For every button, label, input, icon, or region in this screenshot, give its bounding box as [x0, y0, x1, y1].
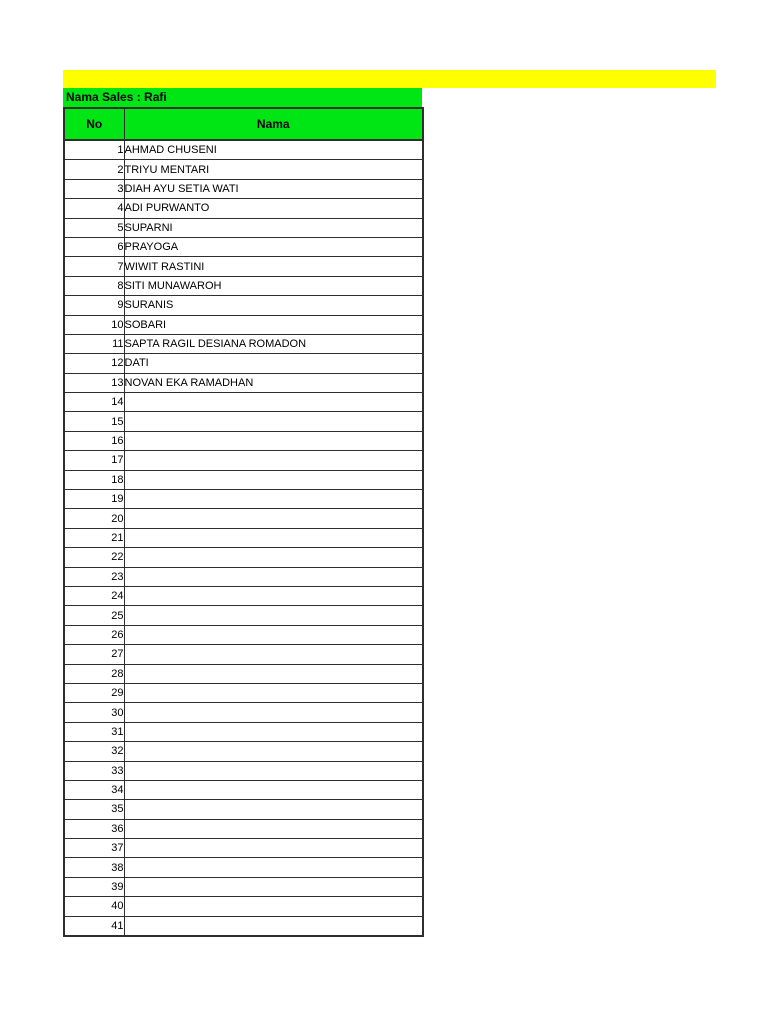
row-name-cell	[124, 683, 423, 702]
row-number-cell: 1	[64, 140, 124, 160]
row-number-cell: 24	[64, 586, 124, 605]
table-row	[64, 373, 423, 392]
table-row	[64, 645, 423, 664]
table-row	[64, 586, 423, 605]
row-name-cell: DIAH AYU SETIA WATI	[124, 179, 423, 198]
table-row	[64, 548, 423, 567]
row-number-cell: 29	[64, 683, 124, 702]
row-name-cell: TRIYU MENTARI	[124, 160, 423, 179]
row-number-cell: 4	[64, 199, 124, 218]
row-name-cell	[124, 490, 423, 509]
row-name-cell	[124, 412, 423, 431]
row-name-cell: PRAYOGA	[124, 237, 423, 256]
row-name-cell	[124, 548, 423, 567]
row-number-cell: 7	[64, 257, 124, 276]
row-number-cell: 13	[64, 373, 124, 392]
table-row	[64, 703, 423, 722]
row-name-cell: SURANIS	[124, 296, 423, 315]
table-row	[64, 761, 423, 780]
row-name-cell	[124, 393, 423, 412]
row-name-cell	[124, 470, 423, 489]
row-number-cell: 3	[64, 179, 124, 198]
table-row	[64, 819, 423, 838]
row-number-cell: 26	[64, 625, 124, 644]
row-name-cell: ADI PURWANTO	[124, 199, 423, 218]
row-name-cell: SUPARNI	[124, 218, 423, 237]
row-number-cell: 36	[64, 819, 124, 838]
table-row	[64, 160, 423, 179]
table-row	[64, 490, 423, 509]
row-number-cell: 10	[64, 315, 124, 334]
row-number-cell: 32	[64, 742, 124, 761]
table-row	[64, 528, 423, 547]
row-number-cell: 27	[64, 645, 124, 664]
row-number-cell: 6	[64, 237, 124, 256]
row-number-cell: 16	[64, 431, 124, 450]
table-row	[64, 877, 423, 896]
row-name-cell: SOBARI	[124, 315, 423, 334]
row-number-cell: 8	[64, 276, 124, 295]
row-number-cell: 17	[64, 451, 124, 470]
table-row	[64, 606, 423, 625]
row-number-cell: 19	[64, 490, 124, 509]
row-number-cell: 34	[64, 780, 124, 799]
table-row	[64, 296, 423, 315]
table-row	[64, 354, 423, 373]
row-name-cell	[124, 645, 423, 664]
row-name-cell	[124, 858, 423, 877]
table-row	[64, 625, 423, 644]
row-name-cell: AHMAD CHUSENI	[124, 140, 423, 160]
row-number-cell: 15	[64, 412, 124, 431]
table-row	[64, 897, 423, 916]
row-name-cell	[124, 528, 423, 547]
row-number-cell: 21	[64, 528, 124, 547]
row-name-cell	[124, 606, 423, 625]
row-number-cell: 23	[64, 567, 124, 586]
table-row	[64, 334, 423, 353]
column-header-nama: Nama	[124, 108, 423, 140]
table-row	[64, 431, 423, 450]
row-number-cell: 38	[64, 858, 124, 877]
row-number-cell: 40	[64, 897, 124, 916]
row-name-cell	[124, 451, 423, 470]
column-header-no: No	[64, 108, 124, 140]
table-row	[64, 199, 423, 218]
row-name-cell	[124, 819, 423, 838]
row-name-cell: SITI MUNAWAROH	[124, 276, 423, 295]
row-number-cell: 31	[64, 722, 124, 741]
yellow-highlight-bar	[63, 70, 716, 88]
row-name-cell	[124, 431, 423, 450]
table-row	[64, 742, 423, 761]
table-row	[64, 858, 423, 877]
table-row	[64, 315, 423, 334]
row-number-cell: 35	[64, 800, 124, 819]
row-number-cell: 41	[64, 916, 124, 936]
table-row	[64, 780, 423, 799]
row-number-cell: 22	[64, 548, 124, 567]
row-name-cell: NOVAN EKA RAMADHAN	[124, 373, 423, 392]
table-row	[64, 509, 423, 528]
row-name-cell	[124, 722, 423, 741]
table-row	[64, 722, 423, 741]
table-row	[64, 470, 423, 489]
table-row	[64, 683, 423, 702]
names-table	[63, 107, 424, 937]
row-number-cell: 28	[64, 664, 124, 683]
row-number-cell: 37	[64, 839, 124, 858]
row-name-cell	[124, 839, 423, 858]
table-row	[64, 257, 423, 276]
row-number-cell: 14	[64, 393, 124, 412]
row-number-cell: 5	[64, 218, 124, 237]
row-number-cell: 25	[64, 606, 124, 625]
row-name-cell	[124, 761, 423, 780]
row-number-cell: 12	[64, 354, 124, 373]
table-row	[64, 140, 423, 160]
row-name-cell	[124, 586, 423, 605]
row-name-cell	[124, 509, 423, 528]
table-row	[64, 218, 423, 237]
row-number-cell: 33	[64, 761, 124, 780]
table-row	[64, 237, 423, 256]
row-number-cell: 18	[64, 470, 124, 489]
row-name-cell	[124, 664, 423, 683]
sales-name-label: Nama Sales : Rafi	[63, 88, 422, 107]
row-name-cell	[124, 800, 423, 819]
table-header-row	[64, 108, 423, 140]
table-row	[64, 276, 423, 295]
table-row	[64, 393, 423, 412]
row-number-cell: 30	[64, 703, 124, 722]
table-row	[64, 567, 423, 586]
row-name-cell	[124, 780, 423, 799]
row-name-cell	[124, 742, 423, 761]
table-row	[64, 412, 423, 431]
row-number-cell: 9	[64, 296, 124, 315]
row-name-cell	[124, 703, 423, 722]
row-number-cell: 11	[64, 334, 124, 353]
row-name-cell	[124, 567, 423, 586]
row-name-cell	[124, 625, 423, 644]
table-row	[64, 839, 423, 858]
row-name-cell: DATI	[124, 354, 423, 373]
row-name-cell	[124, 877, 423, 896]
table-row	[64, 179, 423, 198]
table-row	[64, 451, 423, 470]
table-row	[64, 800, 423, 819]
row-number-cell: 2	[64, 160, 124, 179]
row-name-cell: WIWIT RASTINI	[124, 257, 423, 276]
row-number-cell: 39	[64, 877, 124, 896]
row-number-cell: 20	[64, 509, 124, 528]
table-row	[64, 916, 423, 936]
row-name-cell: SAPTA RAGIL DESIANA ROMADON	[124, 334, 423, 353]
row-name-cell	[124, 916, 423, 936]
table-body	[64, 140, 423, 936]
row-name-cell	[124, 897, 423, 916]
table-row	[64, 664, 423, 683]
